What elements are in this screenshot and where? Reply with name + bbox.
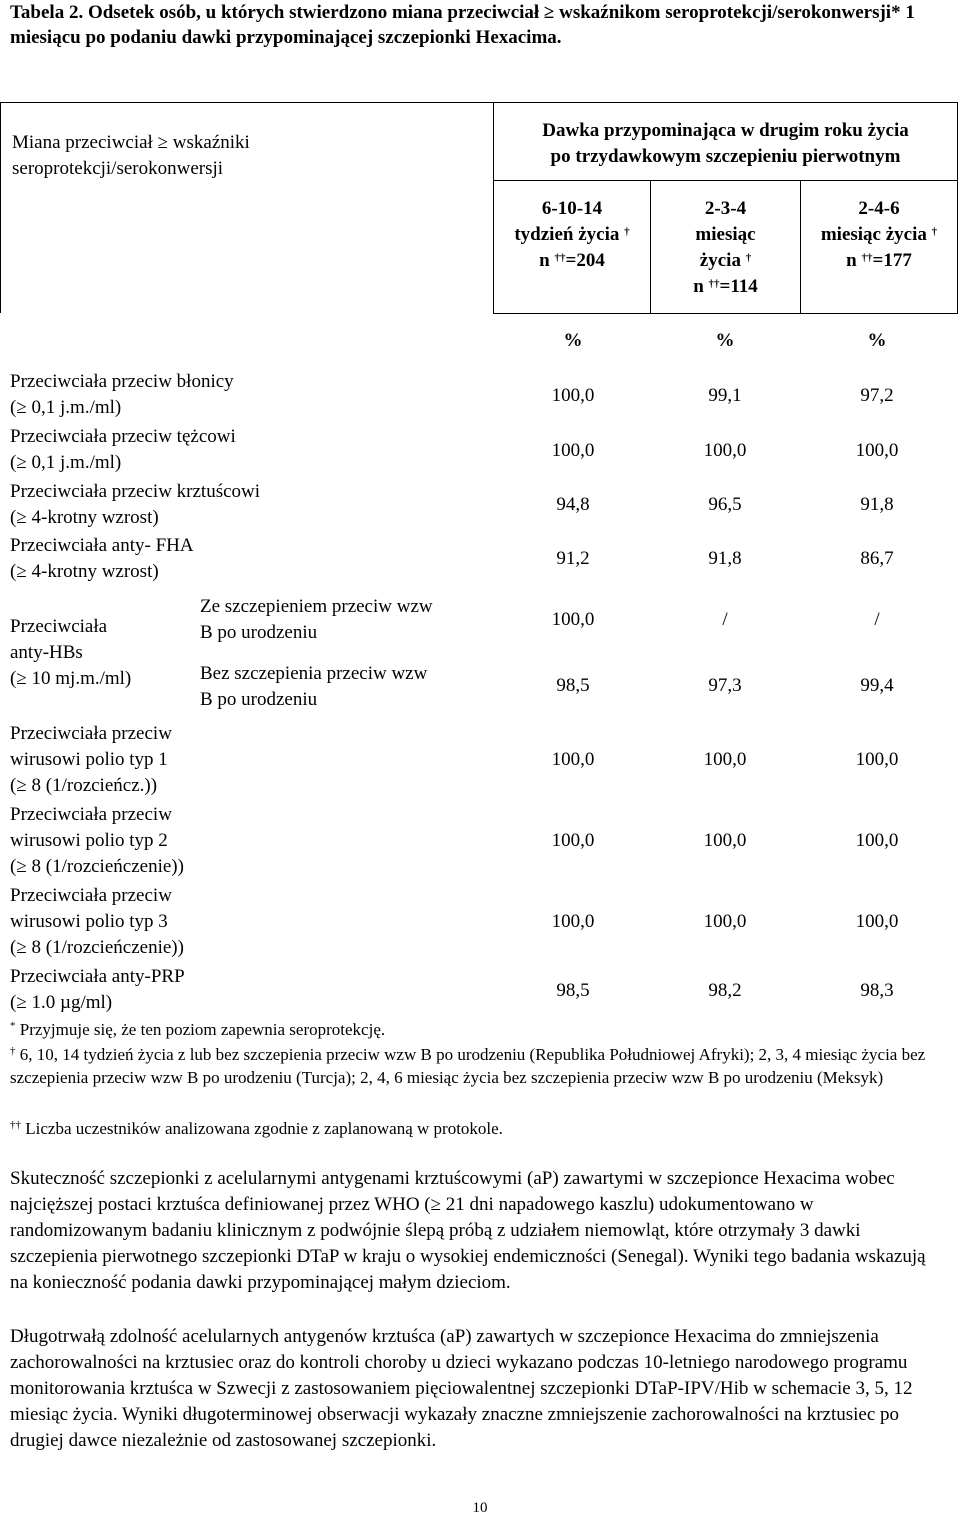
- cell-prp-col3: 98,3: [860, 980, 894, 1001]
- col1-n-label: n: [539, 250, 550, 271]
- col2-label-line3: życia: [699, 250, 741, 271]
- cell-tetanus-col2: 100,0: [703, 440, 747, 461]
- hbs-sub2-line2: B po urodzeniu: [200, 689, 318, 710]
- row-label-polio2: [10, 802, 184, 880]
- cell-polio1-col3: 100,0: [855, 749, 899, 770]
- hbs-sub1-line2: B po urodzeniu: [200, 622, 318, 643]
- cell-polio2-col1: 100,0: [551, 830, 595, 851]
- header-left-line1: Miana przeciwciał ≥ wskaźniki: [12, 132, 250, 153]
- cell-prp-col1: 98,5: [556, 980, 590, 1001]
- prp-label-line1: Przeciwciała anty-PRP: [10, 966, 185, 987]
- cell-hbs1-col1: 100,0: [551, 609, 595, 630]
- footnote-dagger-mark: †: [10, 1045, 16, 1057]
- cell-polio2-col2: 100,0: [703, 830, 747, 851]
- footnote-star-text: Przyjmuje się, że ten poziom zapewnia seroprotekcję.: [19, 1020, 386, 1039]
- row-label-line2: (≥ 4-krotny wzrost): [10, 561, 159, 582]
- cell-fha-col2: 91,8: [708, 548, 742, 569]
- dagger-mark: †: [931, 226, 938, 238]
- cell-diphtheria-col3: 97,2: [860, 385, 894, 406]
- footnote-star: [10, 1018, 940, 1041]
- polio1-label-line3: (≥ 8 (1/rozcieńcz.)): [10, 775, 158, 796]
- col2-n-value: =114: [719, 276, 758, 297]
- hbs-label-line3: (≥ 10 mj.m./ml): [10, 668, 132, 689]
- header-dose: [494, 118, 957, 170]
- cell-diphtheria-col1: 100,0: [551, 385, 595, 406]
- row-label-line2: (≥ 4-krotny wzrost): [10, 507, 159, 528]
- double-dagger-mark: ††: [554, 252, 566, 264]
- hbs-label-line2: anty-HBs: [10, 642, 83, 663]
- col-header-2: [651, 196, 800, 300]
- col3-n-label: n: [846, 250, 857, 271]
- row-label-tetanus: [10, 424, 236, 476]
- cell-hbs2-col3: 99,4: [860, 675, 894, 696]
- row-label-line1: Przeciwciała przeciw tężcowi: [10, 426, 236, 447]
- col3-n-value: =177: [872, 250, 912, 271]
- dagger-mark: †: [745, 252, 752, 264]
- header-dose-line2: po trzydawkowym szczepieniu pierwotnym: [550, 146, 901, 167]
- col-header-3: [801, 196, 957, 274]
- body-paragraph-1: Skuteczność szczepionki z acelularnymi antygenami krztuścowymi (aP) zawartymi w szczepionce Hexacima wobec najcięższej postaci krztuśca definiowanej przez WHO (≥ 21 dni napadowego kaszlu) udokumentowano w randomizowanym badaniu klinicznym z podwójnie ślepą próbą z udziałem niemowląt, które otrzymały 3 dawki szczepienia pierwotnego szczepionki DTaP w kraju o wysokiej endemiczności (Senegal). Wyniki tego badania wskazują na konieczność podania dawki przypominającej małym dzieciom.: [10, 1168, 926, 1293]
- cell-polio3-col3: 100,0: [855, 911, 899, 932]
- double-dagger-mark: ††: [708, 278, 720, 290]
- polio1-label-line1: Przeciwciała przeciw: [10, 723, 172, 744]
- prp-label-line2: (≥ 1.0 µg/ml): [10, 992, 113, 1013]
- table-top-border: [0, 102, 958, 103]
- page-number: 10: [472, 1500, 488, 1516]
- row-label-line2: (≥ 0,1 j.m./ml): [10, 452, 122, 473]
- header-left: [12, 130, 482, 182]
- footnote-dagger: [10, 1043, 940, 1089]
- cell-pertussis-col2: 96,5: [708, 494, 742, 515]
- cell-fha-col3: 86,7: [860, 548, 894, 569]
- col2-label-line2: miesiąc: [695, 224, 756, 245]
- cell-polio1-col1: 100,0: [551, 749, 595, 770]
- col1-n-value: =204: [565, 250, 605, 271]
- header-left-line2: seroprotekcji/serokonwersji: [12, 158, 224, 179]
- hbs-sub1-line1: Ze szczepieniem przeciw wzw: [200, 596, 433, 617]
- table-right-border: [957, 102, 958, 313]
- row-label-line2: (≥ 0,1 j.m./ml): [10, 397, 122, 418]
- footnote-double-dagger: [10, 1117, 940, 1140]
- header-bottom-line: [493, 313, 958, 314]
- unit-col2: %: [715, 330, 735, 351]
- cell-polio3-col1: 100,0: [551, 911, 595, 932]
- row-label-hbs: [10, 614, 131, 692]
- cell-hbs2-col1: 98,5: [556, 675, 590, 696]
- footnote-dagger-text: 6, 10, 14 tydzień życia z lub bez szczepienia przeciw wzw B po urodzeniu (Republika Południowej Afryki); 2, 3, 4 miesiąc życia bez szczepienia przeciw wzw B po urodzeniu (Turcja); 2, 4, 6 miesiąc życia bez szczepienia przeciw wzw B po urodzeniu (Meksyk): [10, 1045, 926, 1087]
- row-label-polio1: [10, 721, 172, 799]
- row-label-polio3: [10, 883, 184, 961]
- cell-prp-col2: 98,2: [708, 980, 742, 1001]
- row-label-pertussis: [10, 479, 260, 531]
- row-label-line1: Przeciwciała przeciw krztuścowi: [10, 481, 261, 502]
- hbs-sub-with-vaccination: [200, 594, 433, 646]
- dagger-mark: †: [624, 226, 630, 238]
- polio3-label-line1: Przeciwciała przeciw: [10, 885, 172, 906]
- cell-tetanus-col3: 100,0: [855, 440, 899, 461]
- table-caption: Tabela 2. Odsetek osób, u których stwierdzono miana przeciwciał ≥ wskaźnikom seroprotekcji/serokonwersji* 1 miesiącu po podaniu dawki przypominającej szczepionki Hexacima.: [10, 2, 915, 48]
- polio2-label-line1: Przeciwciała przeciw: [10, 804, 172, 825]
- unit-col3: %: [867, 330, 887, 351]
- col3-label-line2: miesiąc życia: [820, 224, 927, 245]
- cell-hbs1-col3: /: [874, 609, 880, 630]
- row-label-prp: [10, 964, 185, 1016]
- footnote-star-mark: *: [10, 1020, 16, 1032]
- col1-label-line1: 6-10-14: [541, 198, 603, 219]
- polio2-label-line2: wirusowi polio typ 2: [10, 830, 168, 851]
- row-label-fha: [10, 533, 194, 585]
- cell-polio1-col2: 100,0: [703, 749, 747, 770]
- body-paragraph-2: Długotrwałą zdolność acelularnych antygenów krztuśca (aP) zawartych w szczepionce Hexacima do zmniejszenia zachorowalności na krztusiec oraz do kontroli choroby u dzieci wykazano podczas 10-letniego narodowego programu monitorowania krztuśca w Szwecji z zastosowaniem pięciowalentnej szczepionki DTaP-IPV/Hib w schemacie 3, 5, 12 miesiąc życia. Wyniki długoterminowej obserwacji wykazały znaczne zmniejszenie zachorowalności na krztusiec po drugiej dawce niezależnie od zastosowanej szczepionki.: [10, 1326, 913, 1451]
- cell-pertussis-col3: 91,8: [860, 494, 894, 515]
- cell-polio2-col3: 100,0: [855, 830, 899, 851]
- cell-hbs1-col2: /: [722, 609, 728, 630]
- row-label-line1: Przeciwciała anty- FHA: [10, 535, 194, 556]
- footnote-double-dagger-mark: ††: [10, 1119, 21, 1131]
- col2-n-label: n: [693, 276, 704, 297]
- polio2-label-line3: (≥ 8 (1/rozcieńczenie)): [10, 856, 184, 877]
- cell-hbs2-col2: 97,3: [708, 675, 742, 696]
- double-dagger-mark: ††: [861, 252, 873, 264]
- hbs-sub-without-vaccination: [200, 661, 427, 713]
- col-header-1: [494, 196, 650, 274]
- cell-fha-col1: 91,2: [556, 548, 590, 569]
- cell-polio3-col2: 100,0: [703, 911, 747, 932]
- table-left-border: [0, 102, 1, 313]
- polio3-label-line3: (≥ 8 (1/rozcieńczenie)): [10, 937, 184, 958]
- header-split-line: [493, 180, 958, 181]
- polio1-label-line2: wirusowi polio typ 1: [10, 749, 168, 770]
- col2-label-line1: 2-3-4: [704, 198, 747, 219]
- header-dose-line1: Dawka przypominająca w drugim roku życia: [542, 120, 909, 141]
- row-label-line1: Przeciwciała przeciw błonicy: [10, 371, 234, 392]
- cell-pertussis-col1: 94,8: [556, 494, 590, 515]
- hbs-sub2-line1: Bez szczepienia przeciw wzw: [200, 663, 428, 684]
- hbs-label-line1: Przeciwciała: [10, 616, 108, 637]
- unit-col1: %: [563, 330, 583, 351]
- col3-label-line1: 2-4-6: [858, 198, 900, 219]
- row-label-diphtheria: [10, 369, 234, 421]
- polio3-label-line2: wirusowi polio typ 3: [10, 911, 168, 932]
- col1-label-line2: tydzień życia: [514, 224, 620, 245]
- cell-tetanus-col1: 100,0: [551, 440, 595, 461]
- footnote-double-dagger-text: Liczba uczestników analizowana zgodnie z zaplanowaną w protokole.: [25, 1119, 503, 1138]
- cell-diphtheria-col2: 99,1: [708, 385, 742, 406]
